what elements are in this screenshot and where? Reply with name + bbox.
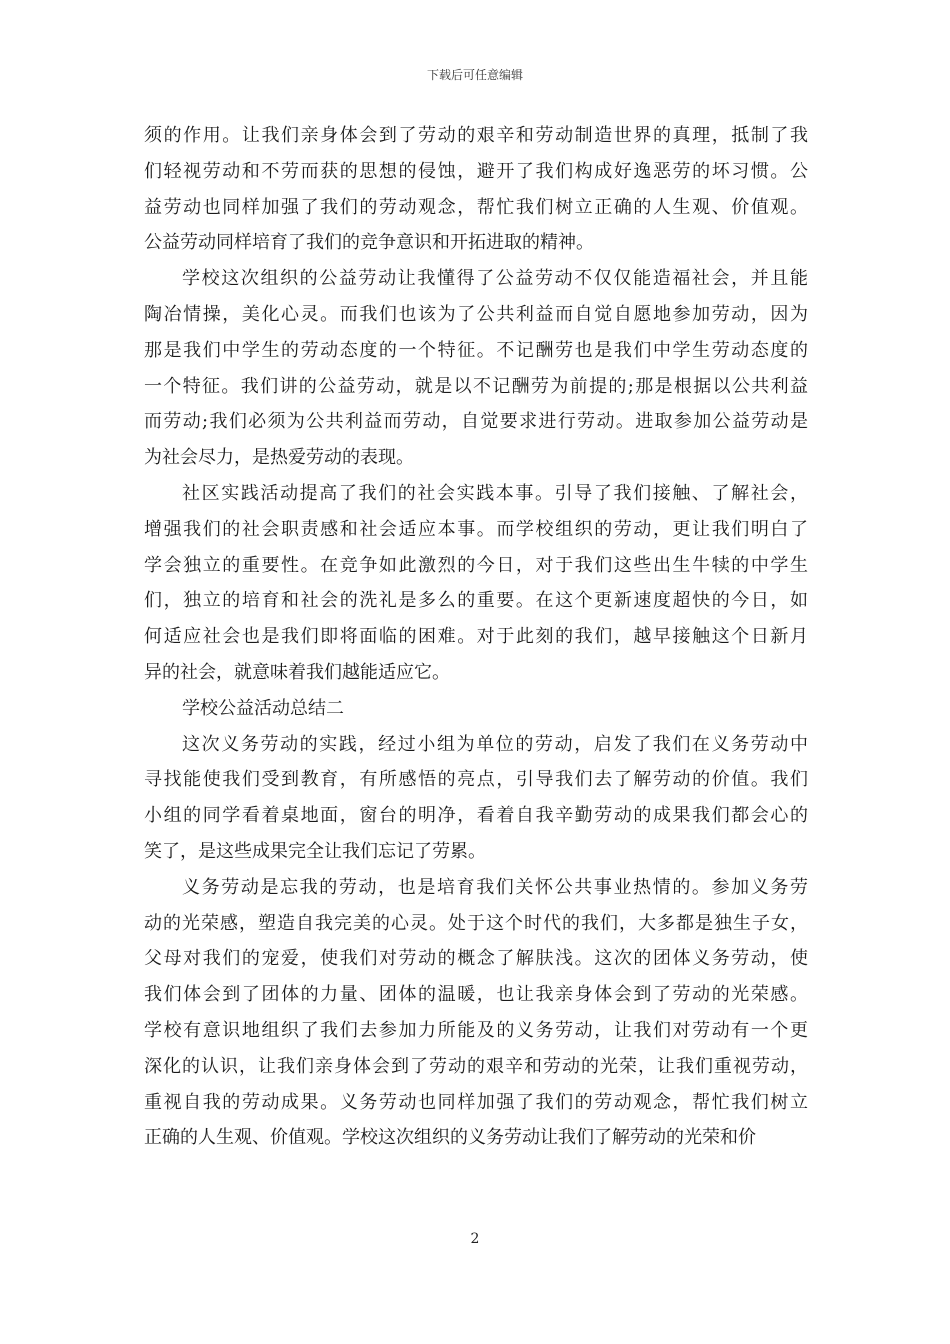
- paragraph-line: 社区实践活动提高了我们的社会实践本事。引导了我们接触、了解社会，: [182, 482, 808, 504]
- paragraph-line: 笑了，是这些成果完全让我们忘记了劳累。: [144, 840, 486, 862]
- paragraph-line: 异的社会，就意味着我们越能适应它。: [144, 661, 450, 683]
- document-body: [144, 118, 808, 1156]
- paragraph-line: 我们体会到了团体的力量、团体的温暖，也让我亲身体会到了劳动的光荣感。: [144, 984, 808, 1006]
- paragraph-line: 那是我们中学生的劳动态度的一个特征。不记酬劳也是我们中学生劳动态度的: [144, 339, 808, 361]
- page-header-note: 下载后可任意编辑: [426, 68, 523, 82]
- paragraph-line: 公益劳动同样培育了我们的竞争意识和开拓进取的精神。: [144, 232, 594, 254]
- paragraph-line: 而劳动;我们必须为公共利益而劳动，自觉要求进行劳动。进取参加公益劳动是: [144, 411, 808, 433]
- paragraph-line: 义务劳动是忘我的劳动，也是培育我们关怀公共事业热情的。参加义务劳: [182, 876, 808, 898]
- paragraph-line: 益劳动也同样加强了我们的劳动观念，帮忙我们树立正确的人生观、价值观。: [144, 196, 808, 218]
- paragraph-line: 小组的同学看着桌地面，窗台的明净，看着自我辛勤劳动的成果我们都会心的: [144, 805, 808, 827]
- paragraph: [144, 870, 808, 1156]
- paragraph-line: 正确的人生观、价值观。学校这次组织的义务劳动让我们了解劳动的光荣和价: [144, 1127, 756, 1149]
- paragraph-line: 们轻视劳动和不劳而获的思想的侵蚀，避开了我们构成好逸恶劳的坏习惯。公: [144, 160, 808, 182]
- paragraph-line: 一个特征。我们讲的公益劳动，就是以不记酬劳为前提的;那是根据以公共利益: [144, 375, 808, 397]
- paragraph-line: 学校这次组织的公益劳动让我懂得了公益劳动不仅仅能造福社会，并且能: [182, 268, 808, 290]
- paragraph-line: 何适应社会也是我们即将面临的困难。对于此刻的我们，越早接触这个日新月: [144, 626, 808, 648]
- paragraph-line: 们，独立的培育和社会的洗礼是多么的重要。在这个更新速度超快的今日，如: [144, 590, 808, 612]
- page-number: 2: [470, 1231, 480, 1247]
- paragraph-line: 这次义务劳动的实践，经过小组为单位的劳动，启发了我们在义务劳动中: [182, 733, 808, 755]
- paragraph-line: 动的光荣感，塑造自我完美的心灵。处于这个时代的我们，大多都是独生子女，: [144, 912, 808, 934]
- paragraph: [144, 261, 808, 476]
- paragraph: [144, 727, 808, 870]
- paragraph-line: 须的作用。让我们亲身体会到了劳动的艰辛和劳动制造世界的真理，抵制了我: [144, 125, 808, 146]
- paragraph-line: 深化的认识，让我们亲身体会到了劳动的艰辛和劳动的光荣，让我们重视劳动，: [144, 1055, 808, 1077]
- paragraph-line: 学校公益活动总结二: [182, 697, 344, 719]
- paragraph-line: 学校有意识地组织了我们去参加力所能及的义务劳动，让我们对劳动有一个更: [144, 1019, 808, 1041]
- paragraph: [144, 476, 808, 691]
- paragraph: [144, 118, 808, 261]
- paragraph-line: 陶冶情操，美化心灵。而我们也该为了公共利益而自觉自愿地参加劳动，因为: [144, 303, 808, 325]
- paragraph-line: 寻找能使我们受到教育，有所感悟的亮点，引导我们去了解劳动的价值。我们: [144, 769, 808, 791]
- paragraph-line: 父母对我们的宠爱，使我们对劳动的概念了解肤浅。这次的团体义务劳动，使: [144, 948, 808, 970]
- paragraph-line: 学会独立的重要性。在竞争如此激烈的今日，对于我们这些出生牛犊的中学生: [144, 554, 808, 576]
- paragraph-line: 为社会尽力，是热爱劳动的表现。: [144, 447, 414, 469]
- paragraph: [144, 691, 808, 727]
- paragraph-line: 增强我们的社会职责感和社会适应本事。而学校组织的劳动，更让我们明白了: [144, 518, 808, 540]
- paragraph-line: 重视自我的劳动成果。义务劳动也同样加强了我们的劳动观念，帮忙我们树立: [144, 1091, 808, 1113]
